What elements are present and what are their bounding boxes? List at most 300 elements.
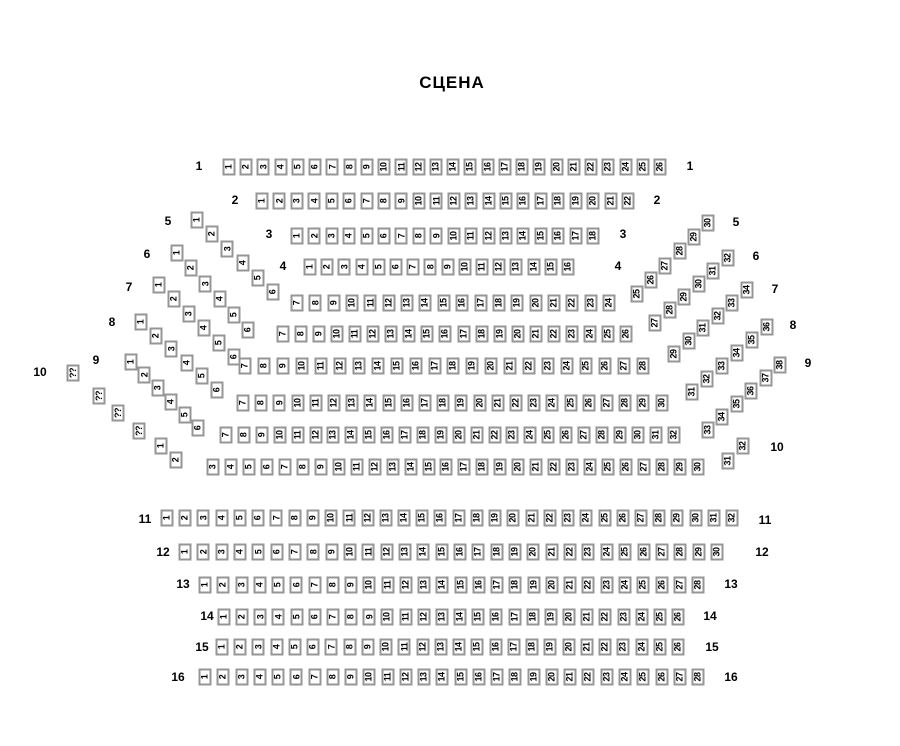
seat[interactable]: [722, 453, 735, 470]
seat[interactable]: [290, 609, 303, 626]
seat[interactable]: [673, 577, 686, 594]
seat[interactable]: [436, 669, 449, 686]
seat[interactable]: [418, 577, 431, 594]
seat[interactable]: [500, 193, 513, 210]
seat[interactable]: [548, 459, 561, 476]
seat[interactable]: [456, 295, 469, 312]
seat[interactable]: [199, 275, 212, 292]
seat[interactable]: [489, 510, 502, 527]
seat[interactable]: [397, 510, 410, 527]
seat[interactable]: [309, 395, 322, 412]
seat[interactable]: [399, 427, 412, 444]
seat[interactable]: [689, 510, 702, 527]
seat[interactable]: [482, 228, 495, 245]
seat[interactable]: [543, 510, 556, 527]
seat[interactable]: [587, 193, 600, 210]
seat[interactable]: [361, 510, 374, 527]
seat[interactable]: [331, 326, 344, 343]
seat[interactable]: [185, 260, 198, 277]
seat[interactable]: [289, 544, 302, 561]
seat[interactable]: [542, 427, 555, 444]
seat[interactable]: [368, 459, 381, 476]
seat[interactable]: [527, 544, 540, 561]
seat[interactable]: [620, 459, 633, 476]
seat[interactable]: [492, 295, 505, 312]
seat[interactable]: [195, 368, 208, 385]
seat[interactable]: [475, 326, 488, 343]
seat[interactable]: [566, 295, 579, 312]
seat[interactable]: [362, 544, 375, 561]
seat[interactable]: [314, 358, 327, 375]
seat[interactable]: [272, 577, 285, 594]
seat[interactable]: [198, 320, 211, 337]
seat[interactable]: [260, 459, 273, 476]
seat[interactable]: [343, 228, 356, 245]
seat[interactable]: [436, 577, 449, 594]
seat[interactable]: [437, 395, 450, 412]
seat[interactable]: [631, 427, 644, 444]
seat[interactable]: [524, 427, 537, 444]
seat[interactable]: [722, 250, 735, 267]
seat[interactable]: [313, 326, 326, 343]
seat[interactable]: [527, 669, 540, 686]
seat[interactable]: [192, 420, 205, 437]
seat[interactable]: [544, 259, 557, 276]
seat[interactable]: [428, 358, 441, 375]
seat[interactable]: [561, 358, 574, 375]
seat[interactable]: [619, 326, 632, 343]
seat[interactable]: [390, 259, 403, 276]
seat[interactable]: [598, 510, 611, 527]
seat[interactable]: [580, 358, 593, 375]
seat[interactable]: [240, 159, 253, 176]
seat[interactable]: [691, 459, 704, 476]
seat[interactable]: [417, 544, 430, 561]
seat[interactable]: [491, 395, 504, 412]
seat[interactable]: [671, 510, 684, 527]
seat[interactable]: [308, 228, 321, 245]
seat[interactable]: [584, 459, 597, 476]
seat[interactable]: [435, 609, 448, 626]
seat[interactable]: [637, 577, 650, 594]
seat[interactable]: [378, 159, 391, 176]
seat[interactable]: [653, 639, 666, 656]
seat[interactable]: [534, 228, 547, 245]
seat[interactable]: [346, 295, 359, 312]
seat[interactable]: [701, 371, 714, 388]
seat[interactable]: [637, 544, 650, 561]
seat[interactable]: [465, 193, 478, 210]
seat[interactable]: [352, 358, 365, 375]
seat[interactable]: [452, 510, 465, 527]
seat[interactable]: [506, 427, 519, 444]
seat[interactable]: [673, 669, 686, 686]
seat[interactable]: [345, 609, 358, 626]
seat[interactable]: [599, 358, 612, 375]
seat[interactable]: [582, 669, 595, 686]
seat[interactable]: [251, 269, 264, 286]
seat[interactable]: [526, 639, 539, 656]
seat[interactable]: [399, 577, 412, 594]
seat[interactable]: [737, 438, 750, 455]
seat[interactable]: [273, 427, 286, 444]
seat[interactable]: [613, 427, 626, 444]
seat[interactable]: [441, 259, 454, 276]
seat[interactable]: [618, 669, 631, 686]
seat[interactable]: [395, 193, 408, 210]
seat[interactable]: [672, 639, 685, 656]
seat[interactable]: [516, 159, 529, 176]
seat[interactable]: [242, 322, 255, 339]
seat[interactable]: [545, 544, 558, 561]
seat[interactable]: [371, 358, 384, 375]
seat[interactable]: [270, 510, 283, 527]
seat[interactable]: [507, 510, 520, 527]
seat[interactable]: [227, 306, 240, 323]
seat[interactable]: [711, 307, 724, 324]
seat[interactable]: [687, 229, 700, 246]
seat[interactable]: [291, 159, 304, 176]
seat[interactable]: [218, 609, 231, 626]
seat[interactable]: [400, 395, 413, 412]
seat[interactable]: [649, 315, 662, 332]
seat[interactable]: [600, 577, 613, 594]
seat[interactable]: [363, 669, 376, 686]
seat[interactable]: [407, 259, 420, 276]
seat[interactable]: [490, 609, 503, 626]
seat[interactable]: [602, 295, 615, 312]
seat[interactable]: [511, 326, 524, 343]
seat[interactable]: [242, 459, 255, 476]
seat[interactable]: [367, 326, 380, 343]
seat[interactable]: [197, 544, 210, 561]
seat[interactable]: [635, 639, 648, 656]
seat[interactable]: [472, 609, 485, 626]
seat[interactable]: [306, 510, 319, 527]
seat[interactable]: [307, 544, 320, 561]
seat[interactable]: [333, 358, 346, 375]
seat[interactable]: [458, 259, 471, 276]
seat[interactable]: [278, 459, 291, 476]
seat[interactable]: [343, 639, 356, 656]
seat[interactable]: [372, 259, 385, 276]
seat[interactable]: [526, 609, 539, 626]
seat[interactable]: [237, 395, 250, 412]
seat[interactable]: [381, 427, 394, 444]
seat[interactable]: [602, 459, 615, 476]
seat[interactable]: [655, 395, 668, 412]
seat[interactable]: [473, 395, 486, 412]
seat[interactable]: [253, 669, 266, 686]
seat[interactable]: [716, 409, 729, 426]
seat[interactable]: [125, 354, 138, 371]
seat[interactable]: [221, 240, 234, 257]
seat[interactable]: [291, 295, 304, 312]
seat[interactable]: [638, 459, 651, 476]
seat[interactable]: [381, 609, 394, 626]
seat[interactable]: [637, 669, 650, 686]
seat[interactable]: [215, 510, 228, 527]
seat[interactable]: [257, 159, 270, 176]
seat[interactable]: [494, 459, 507, 476]
seat[interactable]: [308, 609, 321, 626]
seat[interactable]: [291, 395, 304, 412]
seat[interactable]: [416, 510, 429, 527]
seat[interactable]: [678, 289, 691, 306]
seat[interactable]: [567, 159, 580, 176]
seat[interactable]: [498, 159, 511, 176]
seat[interactable]: [239, 358, 252, 375]
seat[interactable]: [326, 159, 339, 176]
seat[interactable]: [636, 159, 649, 176]
seat[interactable]: [252, 639, 265, 656]
seat[interactable]: [290, 669, 303, 686]
seat[interactable]: [304, 259, 317, 276]
seat[interactable]: [566, 459, 579, 476]
seat[interactable]: [255, 427, 268, 444]
seat[interactable]: [93, 388, 106, 405]
seat[interactable]: [332, 459, 345, 476]
seat[interactable]: [454, 544, 467, 561]
seat[interactable]: [434, 639, 447, 656]
seat[interactable]: [584, 295, 597, 312]
seat[interactable]: [437, 295, 450, 312]
seat[interactable]: [655, 577, 668, 594]
seat[interactable]: [474, 295, 487, 312]
seat[interactable]: [399, 544, 412, 561]
seat[interactable]: [552, 228, 565, 245]
seat[interactable]: [472, 577, 485, 594]
seat[interactable]: [481, 159, 494, 176]
seat[interactable]: [547, 326, 560, 343]
seat[interactable]: [511, 295, 524, 312]
seat[interactable]: [617, 639, 630, 656]
seat[interactable]: [267, 284, 280, 301]
seat[interactable]: [485, 358, 498, 375]
seat[interactable]: [510, 259, 523, 276]
seat[interactable]: [325, 193, 338, 210]
seat[interactable]: [682, 333, 695, 350]
seat[interactable]: [165, 393, 178, 410]
seat[interactable]: [546, 395, 559, 412]
seat[interactable]: [458, 459, 471, 476]
seat[interactable]: [530, 459, 543, 476]
seat[interactable]: [276, 358, 289, 375]
seat[interactable]: [493, 326, 506, 343]
seat[interactable]: [504, 358, 517, 375]
seat[interactable]: [290, 577, 303, 594]
seat[interactable]: [325, 228, 338, 245]
seat[interactable]: [580, 639, 593, 656]
seat[interactable]: [338, 259, 351, 276]
seat[interactable]: [569, 193, 582, 210]
seat[interactable]: [430, 228, 443, 245]
seat[interactable]: [429, 159, 442, 176]
seat[interactable]: [618, 577, 631, 594]
seat[interactable]: [692, 276, 705, 293]
seat[interactable]: [645, 271, 658, 288]
seat[interactable]: [527, 259, 540, 276]
seat[interactable]: [599, 639, 612, 656]
seat[interactable]: [277, 326, 290, 343]
seat[interactable]: [255, 395, 268, 412]
seat[interactable]: [381, 669, 394, 686]
seat[interactable]: [673, 243, 686, 260]
seat[interactable]: [419, 295, 432, 312]
seat[interactable]: [252, 544, 265, 561]
seat[interactable]: [509, 577, 522, 594]
seat[interactable]: [491, 577, 504, 594]
seat[interactable]: [363, 609, 376, 626]
seat[interactable]: [345, 427, 358, 444]
seat[interactable]: [542, 358, 555, 375]
seat[interactable]: [510, 395, 523, 412]
seat[interactable]: [525, 510, 538, 527]
seat[interactable]: [707, 263, 720, 280]
seat[interactable]: [534, 193, 547, 210]
seat[interactable]: [291, 228, 304, 245]
seat[interactable]: [326, 669, 339, 686]
seat[interactable]: [233, 510, 246, 527]
seat[interactable]: [252, 510, 265, 527]
seat[interactable]: [386, 459, 399, 476]
seat[interactable]: [378, 228, 391, 245]
seat[interactable]: [382, 295, 395, 312]
seat[interactable]: [325, 510, 338, 527]
seat[interactable]: [490, 544, 503, 561]
seat[interactable]: [454, 577, 467, 594]
seat[interactable]: [564, 544, 577, 561]
seat[interactable]: [581, 609, 594, 626]
seat[interactable]: [601, 326, 614, 343]
seat[interactable]: [659, 257, 672, 274]
seat[interactable]: [345, 669, 358, 686]
seat[interactable]: [653, 510, 666, 527]
seat[interactable]: [180, 354, 193, 371]
seat[interactable]: [528, 395, 541, 412]
seat[interactable]: [466, 358, 479, 375]
seat[interactable]: [345, 577, 358, 594]
seat[interactable]: [256, 193, 269, 210]
seat[interactable]: [434, 427, 447, 444]
seat[interactable]: [517, 193, 530, 210]
seat[interactable]: [216, 639, 229, 656]
seat[interactable]: [326, 609, 339, 626]
seat[interactable]: [360, 193, 373, 210]
seat[interactable]: [309, 159, 322, 176]
seat[interactable]: [529, 326, 542, 343]
seat[interactable]: [234, 639, 247, 656]
seat[interactable]: [168, 291, 181, 308]
seat[interactable]: [774, 357, 787, 374]
seat[interactable]: [308, 669, 321, 686]
seat[interactable]: [404, 459, 417, 476]
seat[interactable]: [183, 305, 196, 322]
seat[interactable]: [328, 395, 341, 412]
seat[interactable]: [509, 544, 522, 561]
seat[interactable]: [308, 193, 321, 210]
seat[interactable]: [417, 609, 430, 626]
seat[interactable]: [237, 427, 250, 444]
seat[interactable]: [580, 510, 593, 527]
seat[interactable]: [601, 395, 614, 412]
seat[interactable]: [138, 367, 151, 384]
seat[interactable]: [309, 295, 322, 312]
seat[interactable]: [217, 669, 230, 686]
seat[interactable]: [582, 395, 595, 412]
seat[interactable]: [599, 609, 612, 626]
seat[interactable]: [401, 295, 414, 312]
seat[interactable]: [637, 395, 650, 412]
seat[interactable]: [295, 358, 308, 375]
seat[interactable]: [471, 639, 484, 656]
seat[interactable]: [634, 510, 647, 527]
seat[interactable]: [272, 609, 285, 626]
seat[interactable]: [667, 427, 680, 444]
seat[interactable]: [381, 577, 394, 594]
seat[interactable]: [223, 159, 236, 176]
seat[interactable]: [565, 326, 578, 343]
seat[interactable]: [179, 544, 192, 561]
seat[interactable]: [418, 669, 431, 686]
seat[interactable]: [672, 609, 685, 626]
seat[interactable]: [692, 577, 705, 594]
seat[interactable]: [364, 295, 377, 312]
seat[interactable]: [288, 639, 301, 656]
seat[interactable]: [235, 669, 248, 686]
seat[interactable]: [583, 326, 596, 343]
seat[interactable]: [153, 277, 166, 294]
seat[interactable]: [499, 228, 512, 245]
seat[interactable]: [544, 639, 557, 656]
seat[interactable]: [380, 544, 393, 561]
seat[interactable]: [617, 609, 630, 626]
seat[interactable]: [655, 544, 668, 561]
seat[interactable]: [730, 396, 743, 413]
seat[interactable]: [439, 326, 452, 343]
seat[interactable]: [360, 228, 373, 245]
seat[interactable]: [424, 259, 437, 276]
seat[interactable]: [309, 427, 322, 444]
seat[interactable]: [291, 427, 304, 444]
seat[interactable]: [472, 544, 485, 561]
seat[interactable]: [529, 295, 542, 312]
seat[interactable]: [409, 358, 422, 375]
seat[interactable]: [457, 326, 470, 343]
seat[interactable]: [726, 294, 739, 311]
seat[interactable]: [508, 609, 521, 626]
seat[interactable]: [656, 459, 669, 476]
seat[interactable]: [308, 577, 321, 594]
seat[interactable]: [622, 193, 635, 210]
seat[interactable]: [380, 639, 393, 656]
seat[interactable]: [236, 255, 249, 272]
seat[interactable]: [453, 639, 466, 656]
seat[interactable]: [564, 669, 577, 686]
seat[interactable]: [179, 510, 192, 527]
seat[interactable]: [654, 159, 667, 176]
seat[interactable]: [419, 395, 432, 412]
seat[interactable]: [343, 159, 356, 176]
seat[interactable]: [635, 609, 648, 626]
seat[interactable]: [716, 358, 729, 375]
seat[interactable]: [512, 459, 525, 476]
seat[interactable]: [234, 544, 247, 561]
seat[interactable]: [741, 282, 754, 299]
seat[interactable]: [430, 193, 443, 210]
seat[interactable]: [697, 320, 710, 337]
seat[interactable]: [602, 159, 615, 176]
